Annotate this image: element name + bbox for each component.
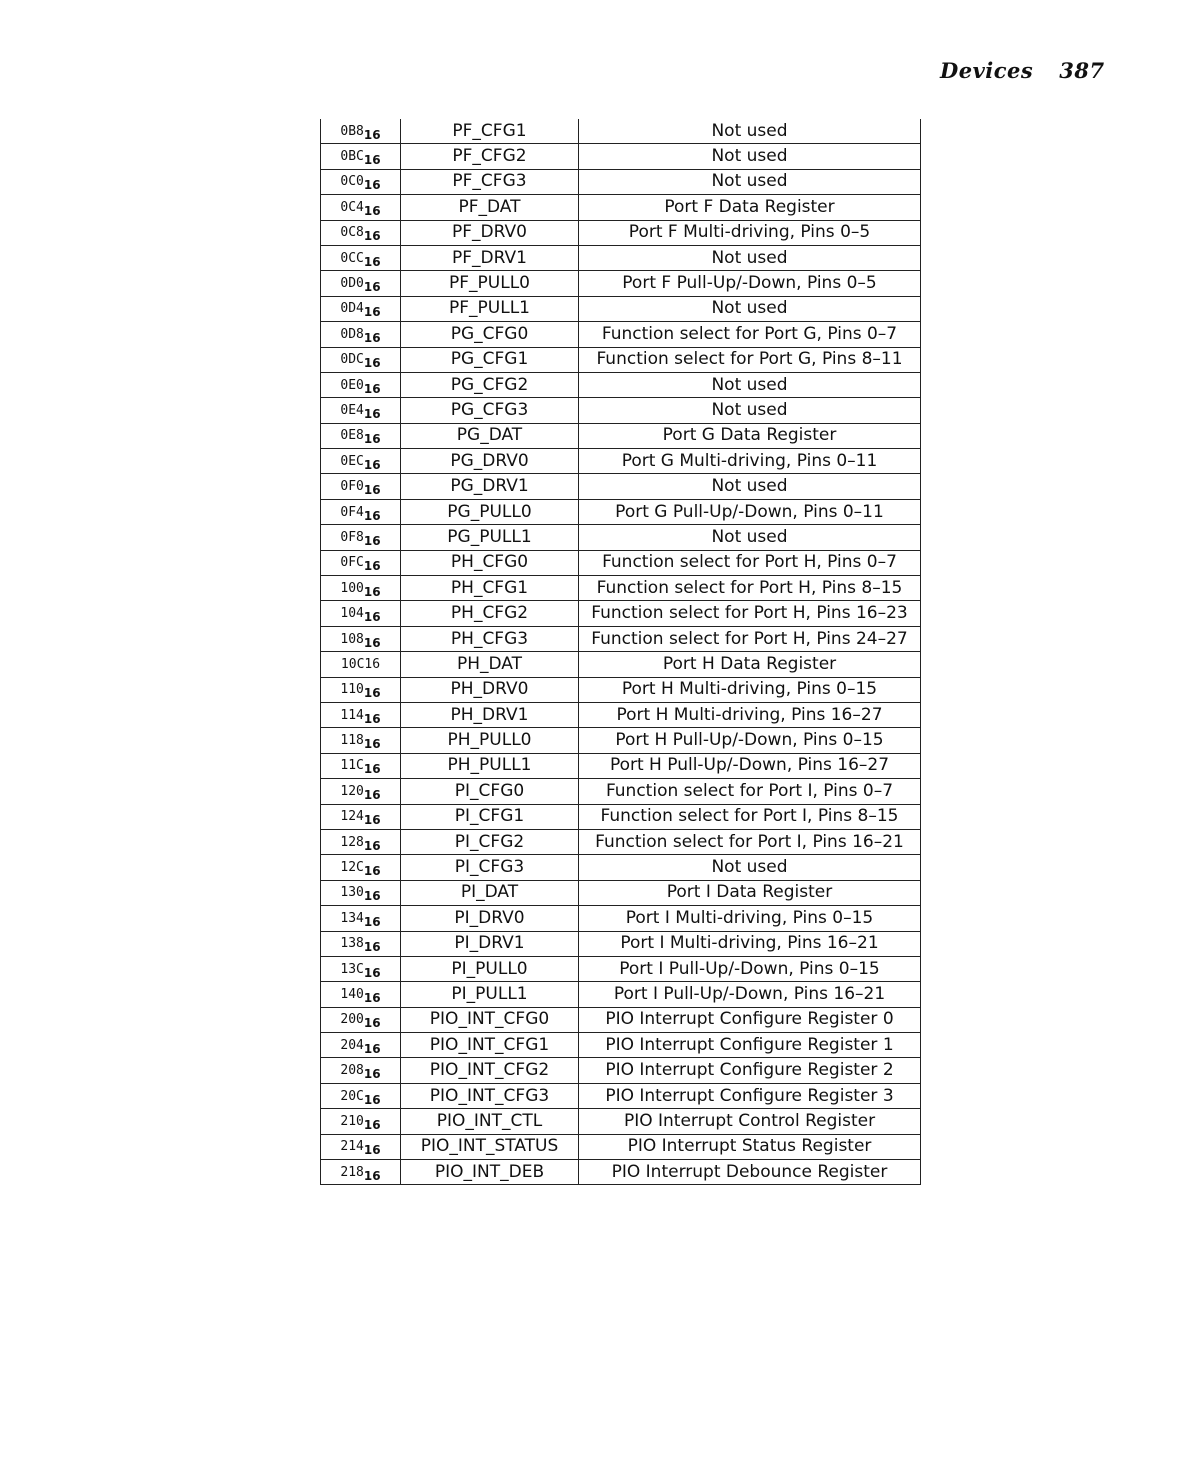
register-description: PIO Interrupt Configure Register 2 xyxy=(579,1058,921,1083)
register-name: PI_CFG3 xyxy=(401,855,579,880)
register-description: Port F Multi-driving, Pins 0–5 xyxy=(579,220,921,245)
table-row xyxy=(321,398,921,423)
register-table xyxy=(320,119,921,1185)
register-description: PIO Interrupt Configure Register 0 xyxy=(579,1007,921,1032)
register-name: PIO_INT_CFG1 xyxy=(401,1033,579,1058)
register-description: Function select for Port I, Pins 0–7 xyxy=(579,779,921,804)
register-name: PG_DRV1 xyxy=(401,474,579,499)
register-description: Not used xyxy=(579,398,921,423)
table-row xyxy=(321,195,921,220)
register-offset xyxy=(321,195,401,220)
register-description: Function select for Port H, Pins 16–23 xyxy=(579,601,921,626)
table-row xyxy=(321,220,921,245)
register-offset xyxy=(321,1058,401,1083)
running-head xyxy=(940,58,1105,83)
register-description: Port I Multi-driving, Pins 0–15 xyxy=(579,906,921,931)
table-row xyxy=(321,829,921,854)
register-offset xyxy=(321,804,401,829)
offset-base: 16 xyxy=(363,203,381,218)
table-row xyxy=(321,1134,921,1159)
table-row xyxy=(321,449,921,474)
offset-hex: 118 xyxy=(340,733,364,749)
offset-base: 16 xyxy=(363,127,381,142)
register-offset xyxy=(321,423,401,448)
register-description: Not used xyxy=(579,525,921,550)
offset-hex: 138 xyxy=(340,936,364,952)
offset-hex: 0BC xyxy=(340,149,364,165)
offset-base: 16 xyxy=(363,1041,381,1056)
register-name: PG_CFG0 xyxy=(401,322,579,347)
register-name: PH_PULL0 xyxy=(401,728,579,753)
offset-base: 16 xyxy=(363,965,381,980)
register-description: PIO Interrupt Configure Register 3 xyxy=(579,1083,921,1108)
register-offset xyxy=(321,931,401,956)
table-row xyxy=(321,956,921,981)
register-name: PH_DRV0 xyxy=(401,677,579,702)
register-offset xyxy=(321,550,401,575)
offset-hex: 0FC xyxy=(340,555,364,571)
register-offset xyxy=(321,525,401,550)
table-row xyxy=(321,296,921,321)
register-description: Not used xyxy=(579,372,921,397)
register-offset xyxy=(321,855,401,880)
offset-base: 16 xyxy=(363,864,381,879)
register-offset xyxy=(321,474,401,499)
register-description: Function select for Port H, Pins 8–15 xyxy=(579,576,921,601)
offset-hex: 0C4 xyxy=(340,199,364,215)
table-row xyxy=(321,880,921,905)
register-name: PI_DRV0 xyxy=(401,906,579,931)
offset-base: 16 xyxy=(363,508,381,523)
register-name: PG_PULL1 xyxy=(401,525,579,550)
offset-base: 16 xyxy=(363,813,381,828)
table-row xyxy=(321,1109,921,1134)
table-row xyxy=(321,601,921,626)
offset-base: 16 xyxy=(363,457,381,472)
register-name: PI_CFG1 xyxy=(401,804,579,829)
register-offset xyxy=(321,779,401,804)
table-row xyxy=(321,1160,921,1185)
register-offset xyxy=(321,169,401,194)
register-name: PIO_INT_CFG3 xyxy=(401,1083,579,1108)
offset-hex: 104 xyxy=(340,606,364,622)
offset-base: 16 xyxy=(363,889,381,904)
offset-base: 16 xyxy=(363,381,381,396)
offset-base: 16 xyxy=(363,1143,381,1158)
offset-hex: 0E8 xyxy=(340,428,364,444)
offset-hex: 20C xyxy=(340,1088,364,1104)
register-name: PIO_INT_DEB xyxy=(401,1160,579,1185)
offset-base: 16 xyxy=(363,1117,381,1132)
offset-base: 16 xyxy=(363,280,381,295)
offset-hex: 0C8 xyxy=(340,225,364,241)
register-name: PIO_INT_CTL xyxy=(401,1109,579,1134)
register-description: Function select for Port H, Pins 24–27 xyxy=(579,626,921,651)
register-name: PI_PULL1 xyxy=(401,982,579,1007)
table-row xyxy=(321,1007,921,1032)
offset-hex: 0F0 xyxy=(340,479,364,495)
table-row xyxy=(321,652,921,677)
table-row xyxy=(321,753,921,778)
register-name: PI_PULL0 xyxy=(401,956,579,981)
register-offset xyxy=(321,372,401,397)
register-description: Port F Pull-Up/-Down, Pins 0–5 xyxy=(579,271,921,296)
offset-base: 16 xyxy=(363,711,381,726)
register-name: PG_DRV0 xyxy=(401,449,579,474)
register-name: PI_DRV1 xyxy=(401,931,579,956)
offset-hex: 0EC xyxy=(340,453,364,469)
offset-base: 16 xyxy=(363,940,381,955)
register-description: Not used xyxy=(579,144,921,169)
register-description: Port I Pull-Up/-Down, Pins 16–21 xyxy=(579,982,921,1007)
register-name: PI_CFG2 xyxy=(401,829,579,854)
register-description: PIO Interrupt Debounce Register xyxy=(579,1160,921,1185)
offset-hex: 0F8 xyxy=(340,529,364,545)
register-name: PH_DRV1 xyxy=(401,702,579,727)
table-row xyxy=(321,931,921,956)
register-offset xyxy=(321,398,401,423)
register-offset xyxy=(321,626,401,651)
offset-hex: 0D0 xyxy=(340,276,364,292)
register-offset xyxy=(321,829,401,854)
page-number: 387 xyxy=(1059,58,1105,83)
register-name: PF_CFG2 xyxy=(401,144,579,169)
offset-base: 16 xyxy=(363,330,381,345)
offset-base: 16 xyxy=(363,305,381,320)
register-description: Function select for Port G, Pins 0–7 xyxy=(579,322,921,347)
register-offset xyxy=(321,499,401,524)
register-description: Port H Pull-Up/-Down, Pins 0–15 xyxy=(579,728,921,753)
register-offset xyxy=(321,347,401,372)
offset-hex: 128 xyxy=(340,834,364,850)
offset-base: 16 xyxy=(363,1168,381,1183)
register-offset xyxy=(321,601,401,626)
register-description: Port I Multi-driving, Pins 16–21 xyxy=(579,931,921,956)
register-table-body xyxy=(321,119,921,1185)
offset-base: 16 xyxy=(363,584,381,599)
register-offset xyxy=(321,449,401,474)
offset-hex: 200 xyxy=(340,1012,364,1028)
offset-hex: 0E0 xyxy=(340,377,364,393)
register-description: Port G Pull-Up/-Down, Pins 0–11 xyxy=(579,499,921,524)
register-offset xyxy=(321,677,401,702)
table-row xyxy=(321,1083,921,1108)
offset-base: 16 xyxy=(363,1067,381,1082)
register-description: Port H Pull-Up/-Down, Pins 16–27 xyxy=(579,753,921,778)
register-offset xyxy=(321,144,401,169)
offset-base: 16 xyxy=(363,1016,381,1031)
offset-hex: 100 xyxy=(340,580,364,596)
table-row xyxy=(321,499,921,524)
register-offset xyxy=(321,1160,401,1185)
register-offset xyxy=(321,728,401,753)
register-description: PIO Interrupt Configure Register 1 xyxy=(579,1033,921,1058)
offset-base: 16 xyxy=(363,787,381,802)
register-offset xyxy=(321,1109,401,1134)
register-name: PH_DAT xyxy=(401,652,579,677)
register-offset xyxy=(321,296,401,321)
offset-hex: 210 xyxy=(340,1113,364,1129)
register-description: Function select for Port I, Pins 16–21 xyxy=(579,829,921,854)
offset-hex: 218 xyxy=(340,1164,364,1180)
register-name: PF_CFG3 xyxy=(401,169,579,194)
register-description: Not used xyxy=(579,169,921,194)
table-row xyxy=(321,626,921,651)
offset-base: 16 xyxy=(363,406,381,421)
register-name: PG_PULL0 xyxy=(401,499,579,524)
register-name: PF_DRV1 xyxy=(401,245,579,270)
register-name: PG_CFG3 xyxy=(401,398,579,423)
register-name: PIO_INT_CFG0 xyxy=(401,1007,579,1032)
offset-hex: 0CC xyxy=(340,250,364,266)
register-name: PF_PULL0 xyxy=(401,271,579,296)
offset-hex: 108 xyxy=(340,631,364,647)
register-name: PH_CFG3 xyxy=(401,626,579,651)
offset-hex: 120 xyxy=(340,783,364,799)
register-description: Port H Data Register xyxy=(579,652,921,677)
table-row xyxy=(321,1033,921,1058)
register-offset xyxy=(321,1033,401,1058)
offset-hex: 0F4 xyxy=(340,504,364,520)
offset-hex: 0E4 xyxy=(340,402,364,418)
offset-base: 16 xyxy=(363,635,381,650)
offset-hex: 10C16 xyxy=(340,656,381,672)
table-row xyxy=(321,423,921,448)
register-description: Port G Data Register xyxy=(579,423,921,448)
offset-hex: 0D4 xyxy=(340,301,364,317)
offset-hex: 11C xyxy=(340,758,364,774)
register-offset xyxy=(321,906,401,931)
register-description: PIO Interrupt Control Register xyxy=(579,1109,921,1134)
register-offset xyxy=(321,1007,401,1032)
table-row xyxy=(321,906,921,931)
table-row xyxy=(321,550,921,575)
offset-base: 16 xyxy=(363,737,381,752)
register-offset xyxy=(321,322,401,347)
table-row xyxy=(321,372,921,397)
table-row xyxy=(321,804,921,829)
offset-hex: 12C xyxy=(340,860,364,876)
offset-base: 16 xyxy=(363,914,381,929)
register-description: Port I Pull-Up/-Down, Pins 0–15 xyxy=(579,956,921,981)
register-name: PF_DRV0 xyxy=(401,220,579,245)
register-description: PIO Interrupt Status Register xyxy=(579,1134,921,1159)
offset-hex: 204 xyxy=(340,1037,364,1053)
register-description: Not used xyxy=(579,855,921,880)
register-name: PH_PULL1 xyxy=(401,753,579,778)
offset-base: 16 xyxy=(363,483,381,498)
register-offset xyxy=(321,119,401,144)
offset-hex: 130 xyxy=(340,885,364,901)
section-title: Devices xyxy=(940,58,1034,83)
offset-hex: 114 xyxy=(340,707,364,723)
offset-base: 16 xyxy=(363,432,381,447)
register-name: PH_CFG1 xyxy=(401,576,579,601)
offset-base: 16 xyxy=(363,610,381,625)
register-description: Port F Data Register xyxy=(579,195,921,220)
offset-hex: 0C0 xyxy=(340,174,364,190)
register-offset xyxy=(321,982,401,1007)
register-name: PIO_INT_CFG2 xyxy=(401,1058,579,1083)
table-row xyxy=(321,576,921,601)
offset-base: 16 xyxy=(363,990,381,1005)
register-name: PI_DAT xyxy=(401,880,579,905)
register-name: PH_CFG2 xyxy=(401,601,579,626)
register-name: PH_CFG0 xyxy=(401,550,579,575)
table-row xyxy=(321,855,921,880)
offset-hex: 0DC xyxy=(340,352,364,368)
register-offset xyxy=(321,220,401,245)
offset-hex: 0B8 xyxy=(340,123,364,139)
offset-base: 16 xyxy=(363,762,381,777)
offset-hex: 13C xyxy=(340,961,364,977)
register-description: Function select for Port I, Pins 8–15 xyxy=(579,804,921,829)
table-row xyxy=(321,1058,921,1083)
register-description: Function select for Port G, Pins 8–11 xyxy=(579,347,921,372)
offset-base: 16 xyxy=(363,254,381,269)
register-description: Function select for Port H, Pins 0–7 xyxy=(579,550,921,575)
register-offset xyxy=(321,652,401,677)
offset-hex: 214 xyxy=(340,1139,364,1155)
offset-base: 16 xyxy=(363,533,381,548)
offset-hex: 0D8 xyxy=(340,326,364,342)
register-description: Not used xyxy=(579,474,921,499)
offset-hex: 208 xyxy=(340,1063,364,1079)
register-description: Port H Multi-driving, Pins 0–15 xyxy=(579,677,921,702)
offset-hex: 134 xyxy=(340,910,364,926)
table-row xyxy=(321,322,921,347)
offset-hex: 124 xyxy=(340,809,364,825)
register-offset xyxy=(321,1134,401,1159)
offset-base: 16 xyxy=(363,1092,381,1107)
register-name: PF_DAT xyxy=(401,195,579,220)
table-row xyxy=(321,728,921,753)
register-description: Not used xyxy=(579,119,921,144)
table-row xyxy=(321,779,921,804)
register-name: PG_CFG1 xyxy=(401,347,579,372)
table-row xyxy=(321,474,921,499)
register-name: PIO_INT_STATUS xyxy=(401,1134,579,1159)
register-name: PG_DAT xyxy=(401,423,579,448)
table-row xyxy=(321,982,921,1007)
table-row xyxy=(321,702,921,727)
offset-hex: 140 xyxy=(340,986,364,1002)
table-row xyxy=(321,271,921,296)
table-row xyxy=(321,677,921,702)
register-description: Not used xyxy=(579,245,921,270)
register-offset xyxy=(321,880,401,905)
table-row xyxy=(321,119,921,144)
register-name: PF_CFG1 xyxy=(401,119,579,144)
register-name: PG_CFG2 xyxy=(401,372,579,397)
offset-base: 16 xyxy=(363,559,381,574)
register-offset xyxy=(321,1083,401,1108)
register-name: PF_PULL1 xyxy=(401,296,579,321)
register-offset xyxy=(321,956,401,981)
offset-base: 16 xyxy=(363,153,381,168)
table-row xyxy=(321,347,921,372)
register-offset xyxy=(321,271,401,296)
table-row xyxy=(321,245,921,270)
offset-base: 16 xyxy=(363,686,381,701)
offset-hex: 110 xyxy=(340,682,364,698)
register-description: Port G Multi-driving, Pins 0–11 xyxy=(579,449,921,474)
offset-base: 16 xyxy=(363,838,381,853)
register-offset xyxy=(321,702,401,727)
register-offset xyxy=(321,576,401,601)
table-row xyxy=(321,525,921,550)
offset-base: 16 xyxy=(363,178,381,193)
table-row xyxy=(321,144,921,169)
register-description: Port I Data Register xyxy=(579,880,921,905)
register-description: Not used xyxy=(579,296,921,321)
register-description: Port H Multi-driving, Pins 16–27 xyxy=(579,702,921,727)
table-row xyxy=(321,169,921,194)
register-name: PI_CFG0 xyxy=(401,779,579,804)
register-offset xyxy=(321,753,401,778)
offset-base: 16 xyxy=(363,356,381,371)
register-offset xyxy=(321,245,401,270)
offset-base: 16 xyxy=(363,229,381,244)
